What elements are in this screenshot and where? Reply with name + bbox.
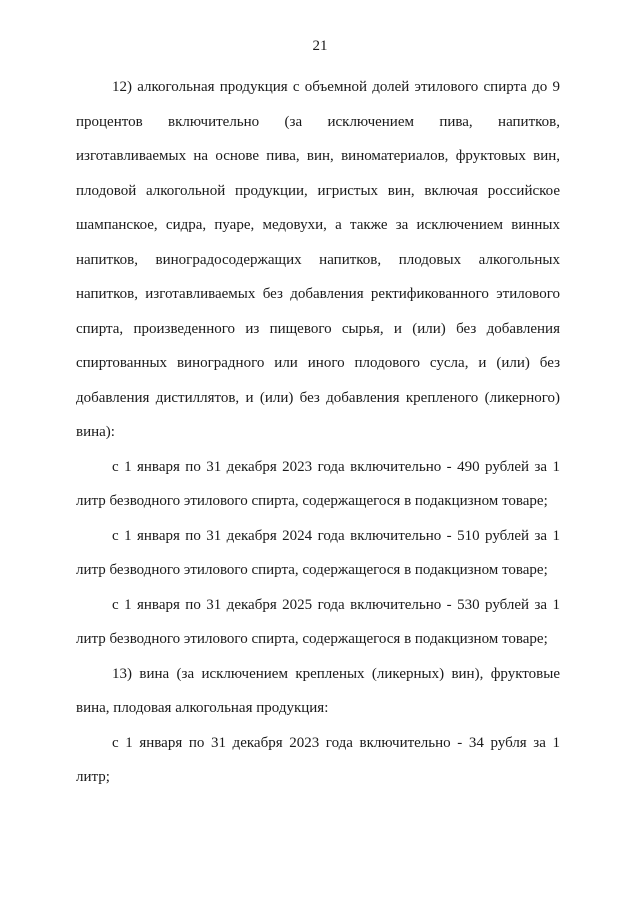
paragraph-rate-2023: с 1 января по 31 декабря 2023 года включительно - 490 рублей за 1 литр безводного этилового спирта, содержащегося в подакцизном товаре; [76,458,560,509]
paragraph-item-12: 12) алкогольная продукция с объемной долей этилового спирта до 9 процентов включительно (за исключением пива, напитков, изготавливаемых на основе пива, вин, виноматериалов, фруктовых вин, плодовой алкогольной продукции, игристых вин, включая российское шампанское, сидра, пуаре, медовухи, а также за исключением винных напитков, виноградосодержащих напитков, плодовых алкогольных напитков, изготавливаемых без добавления ректификованного этилового спирта, произведенного из пищевого сырья, и (или) без добавления спиртованных виноградного или иного плодового сусла, и (или) без добавления дистиллятов, и (или) без добавления крепленого (ликерного) вина): [76,79,560,440]
page-number: 21 [312,38,328,54]
paragraph-rate-2024: с 1 января по 31 декабря 2024 года включительно - 510 рублей за 1 литр безводного этилового спирта, содержащегося в подакцизном товаре; [76,527,560,578]
paragraph-wine-rate-2023: с 1 января по 31 декабря 2023 года включительно - 34 рубля за 1 литр; [76,734,560,785]
document-body [76,70,560,795]
paragraph-rate-2025: с 1 января по 31 декабря 2025 года включительно - 530 рублей за 1 литр безводного этилового спирта, содержащегося в подакцизном товаре; [76,596,560,647]
paragraph-item-13: 13) вина (за исключением крепленых (ликерных) вин), фруктовые вина, плодовая алкогольная продукция: [76,665,560,716]
